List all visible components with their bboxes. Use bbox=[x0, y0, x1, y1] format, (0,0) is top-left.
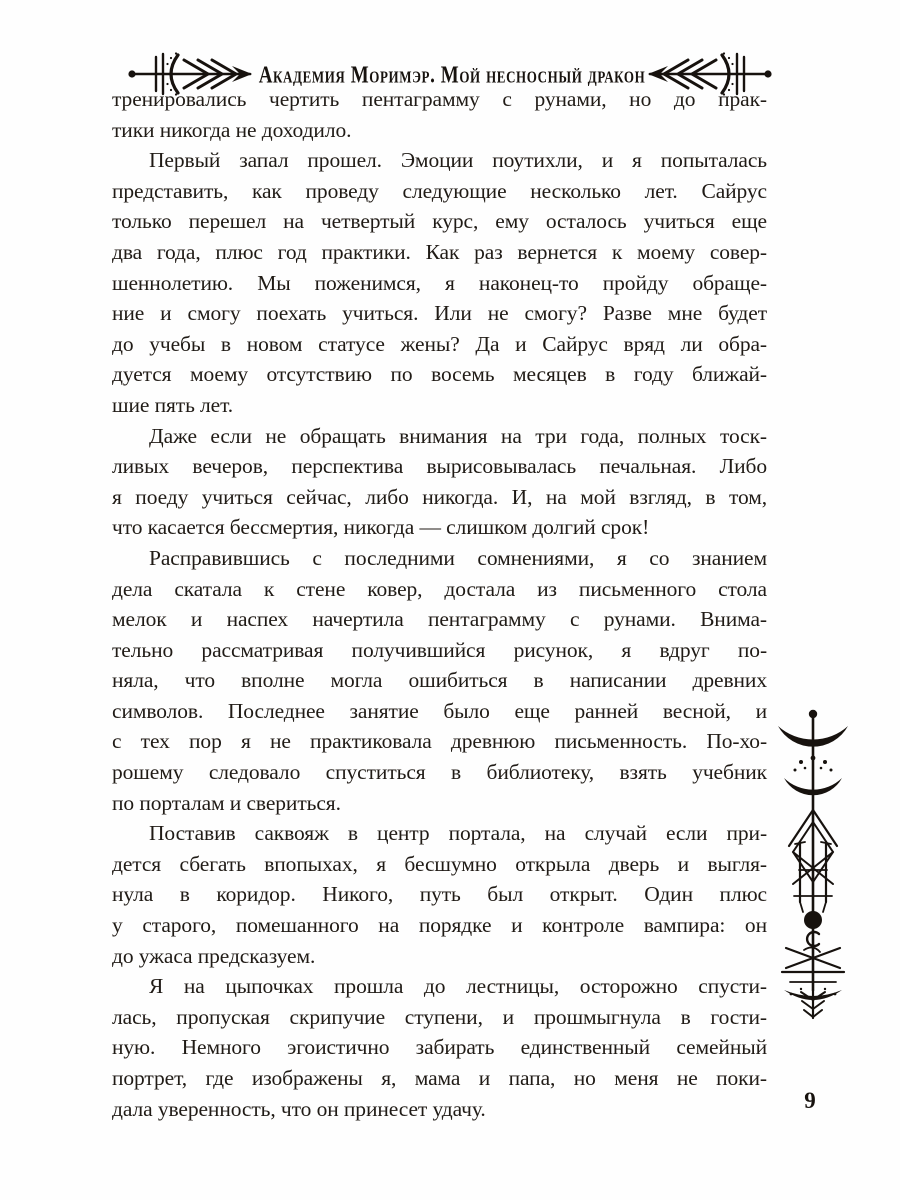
text-line: символов. Последнее занятие было еще ранней весной, и bbox=[112, 698, 767, 723]
text-line: дела скатала к стене ковер, достала из письменного стола bbox=[112, 576, 767, 601]
text-line: дуется моему отсутствию по восемь месяцев в году ближай- bbox=[112, 362, 767, 387]
paragraph bbox=[112, 971, 767, 1124]
text-line: Расправившись с последними сомнениями, я со знанием bbox=[149, 545, 767, 570]
text-line: с тех пор я не практиковала древнюю письменность. По-хо- bbox=[112, 729, 767, 754]
text-line: рошему следовало спуститься в библиотеку, взять учебник bbox=[112, 760, 767, 785]
text-line: Я на цыпочках прошла до лестницы, осторожно спусти- bbox=[149, 974, 767, 999]
text-line: дала уверенность, что он принесет удачу. bbox=[112, 1096, 486, 1121]
text-line: я поеду учиться сейчас, либо никогда. И, на мой взгляд, в том, bbox=[112, 484, 767, 509]
paragraph bbox=[112, 543, 767, 818]
text-line: тренировались чертить пентаграмму с рунами, но до прак- bbox=[112, 87, 767, 111]
text-line: дется сбегать впопыхах, я бесшумно открыла дверь и выгля- bbox=[112, 851, 767, 876]
text-line: по порталам и свериться. bbox=[112, 790, 341, 815]
page-header bbox=[0, 24, 900, 89]
page-number: 9 bbox=[804, 1088, 816, 1113]
text-line: Даже если не обращать внимания на три года, полных тоск- bbox=[149, 423, 767, 448]
text-line: ние и смогу поехать учиться. Или не смогу? Разве мне будет bbox=[112, 301, 767, 326]
text-line: тельно рассматривая получившийся рисунок, я вдруг по- bbox=[112, 637, 767, 662]
text-line: нула в коридор. Никого, путь был открыт. Один плюс bbox=[112, 882, 767, 907]
text-line: ливых вечеров, перспектива вырисовывалась печальная. Либо bbox=[112, 454, 767, 479]
text-line: представить, как проведу следующие несколько лет. Сайрус bbox=[112, 178, 767, 203]
text-line: до учебы в новом статусе жены? Да и Сайрус вряд ли обра- bbox=[112, 331, 767, 356]
paragraph bbox=[112, 145, 767, 420]
text-line: у старого, помешанного на порядке и контроле вампира: он bbox=[112, 913, 767, 938]
text-line: няла, что вполне могла ошибиться в написании древних bbox=[112, 668, 767, 693]
runic-talisman-ornament-icon bbox=[774, 706, 852, 1020]
paragraph bbox=[112, 84, 767, 145]
text-line: шеннолетию. Мы поженимся, я наконец-то пройду обраще- bbox=[112, 270, 767, 295]
text-line: тики никогда не доходило. bbox=[112, 117, 352, 142]
text-line: Поставив саквояж в центр портала, на случай если при- bbox=[149, 821, 767, 846]
paragraph bbox=[112, 818, 767, 971]
text-line: что касается бессмертия, никогда — слишком долгий срок! bbox=[112, 515, 650, 540]
text-line: только перешел на четвертый курс, ему осталось учиться еще bbox=[112, 209, 767, 234]
text-line: мелок и наспех начертила пентаграмму с рунами. Внима- bbox=[112, 607, 767, 632]
text-line: ную. Немного эгоистично забирать единственный семейный bbox=[112, 1035, 767, 1060]
paragraph bbox=[112, 421, 767, 543]
text-line: до ужаса предсказуем. bbox=[112, 943, 316, 968]
book-title: Академия Моримэр. Мой несносный дракон bbox=[258, 61, 646, 89]
text-block bbox=[112, 84, 767, 1124]
text-line: лась, пропуская скрипучие ступени, и прошмыгнула в гости- bbox=[112, 1004, 767, 1029]
text-line: Первый запал прошел. Эмоции поутихли, и я попыталась bbox=[149, 148, 767, 173]
text-line: портрет, где изображены я, мама и папа, но меня не поки- bbox=[112, 1066, 767, 1090]
text-line: два года, плюс год практики. Как раз вернется к моему совер- bbox=[112, 239, 767, 264]
text-line: шие пять лет. bbox=[112, 392, 234, 417]
